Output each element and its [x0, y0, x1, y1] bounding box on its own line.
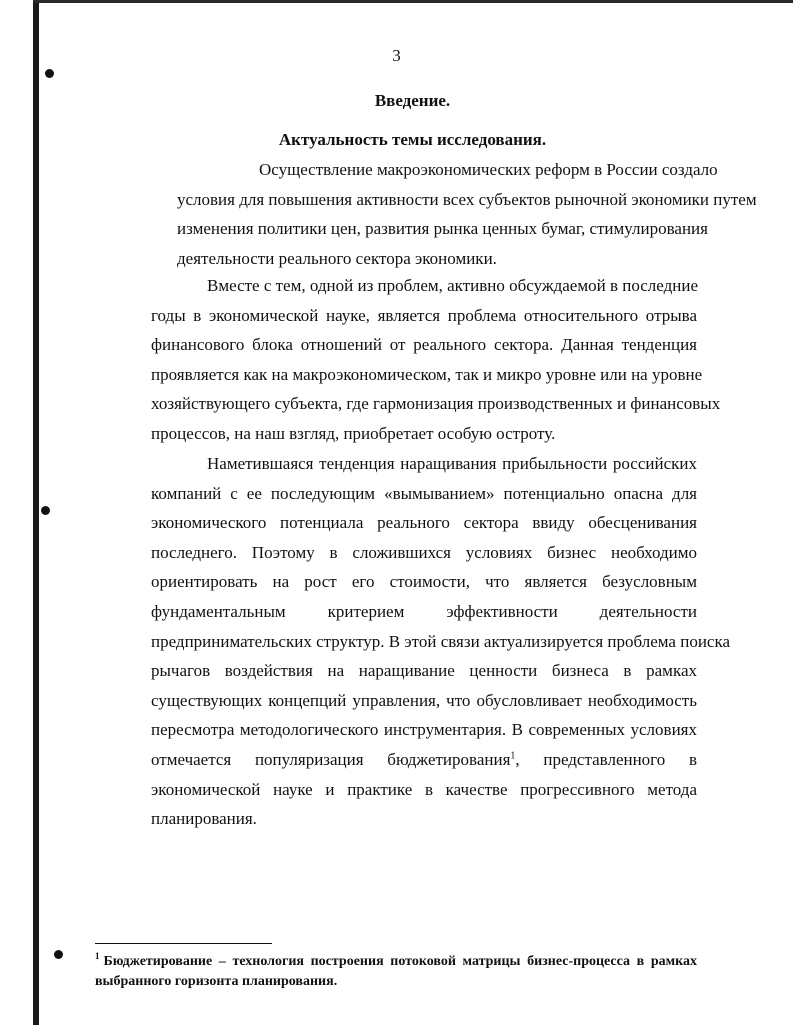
- text-line: последнего. Поэтому в сложившихся условиях бизнес необходимо: [151, 542, 697, 562]
- text-line: фундаментальным критерием эффективности деятельности: [151, 601, 697, 621]
- text-line: ориентировать на рост его стоимости, что является безусловным: [151, 572, 697, 592]
- footnote-separator: [95, 943, 272, 944]
- text-line: изменения политики цен, развития рынка ценных бумаг, стимулирования: [177, 219, 708, 239]
- paragraph-3: [95, 449, 731, 834]
- paragraph-1: [95, 155, 757, 273]
- text-segment: отмечается популяризация бюджетирования: [151, 749, 511, 769]
- text-line: хозяйствующего субъекта, где гармонизация производственных и финансовых: [151, 394, 721, 414]
- text-line: проявляется как на макроэкономическом, так и микро уровне или на уровне: [151, 364, 703, 384]
- text-line: деятельности реального сектора экономики.: [177, 248, 497, 268]
- footnote-line: [95, 952, 697, 972]
- text-line: экономического потенциала реального сектора ввиду обесценивания: [151, 513, 697, 533]
- text-line: годы в экономической науке, является проблема относительного отрыва: [151, 305, 697, 325]
- subsection-heading: Актуальность темы исследования.: [278, 130, 547, 149]
- footnote-mark: 1: [95, 951, 100, 962]
- paragraph-2: [95, 271, 721, 449]
- text-line: Осуществление макроэкономических реформ в России создало: [259, 160, 718, 179]
- punch-hole-mark: [45, 69, 54, 78]
- text-line: Наметившаяся тенденция наращивания прибыльности российских: [207, 454, 697, 473]
- text-line: Вместе с тем, одной из проблем, активно обсуждаемой в последние: [207, 276, 698, 295]
- text-line: предпринимательских структур. В этой связи актуализируется проблема поиска: [151, 631, 731, 651]
- text-segment: , представленного в: [515, 749, 697, 769]
- text-line: финансового блока отношений от реального сектора. Данная тенденция: [151, 335, 697, 355]
- footnote-reference[interactable]: 1: [510, 750, 516, 762]
- text-line: компаний с ее последующим «вымыванием» потенциально опасна для: [151, 483, 697, 503]
- footnote: [95, 952, 697, 992]
- scan-left-edge: [33, 0, 39, 1025]
- text-line: рычагов воздействия на наращивание ценности бизнеса в рамках: [151, 661, 697, 681]
- text-line: процессов, на наш взгляд, приобретает особую остроту.: [151, 423, 556, 443]
- section-heading: Введение.: [374, 91, 451, 110]
- footnote-text: Бюджетирование – технология построения потоковой матрицы бизнес-процесса в рамках: [103, 954, 697, 969]
- text-line: экономической науке и практике в качестве прогрессивного метода: [151, 779, 697, 799]
- text-line: пересмотра методологического инструментария. В современных условиях: [151, 720, 697, 740]
- punch-hole-mark: [54, 950, 63, 959]
- text-line: существующих концепций управления, что обусловливает необходимость: [151, 690, 697, 710]
- text-line-with-footnote-ref: [95, 745, 697, 775]
- punch-hole-mark: [41, 506, 50, 515]
- text-line: условия для повышения активности всех субъектов рыночной экономики путем: [177, 189, 757, 209]
- text-line: планирования.: [151, 809, 257, 829]
- footnote-line: выбранного горизонта планирования.: [95, 974, 338, 989]
- page-number: 3: [392, 46, 401, 65]
- scan-top-edge: [33, 0, 793, 3]
